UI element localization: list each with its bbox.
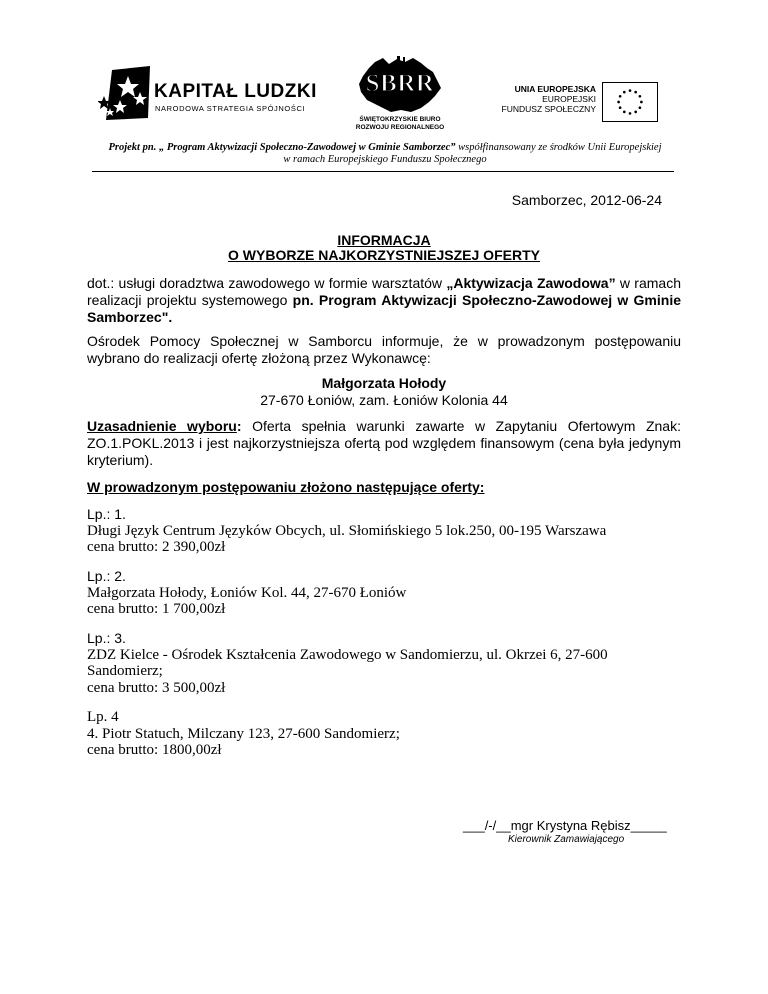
- offer-bidder: ZDZ Kielce - Ośrodek Kształcenia Zawodowego w Sandomierzu, ul. Okrzei 6, 27-600: [87, 646, 608, 663]
- star-cluster-icon: [98, 62, 154, 122]
- sbrr-logo: [350, 56, 450, 134]
- offer-item: [87, 568, 687, 618]
- project-line-1: [90, 142, 680, 154]
- signature-line: ___/-/__mgr Krystyna Rębisz_____: [463, 818, 667, 833]
- project-cofinance: współfinansowany ze środków Unii Europejskiej: [455, 142, 662, 153]
- eu-text: [502, 84, 596, 114]
- project-header: [90, 142, 680, 166]
- eu-line-1: UNIA EUROPEJSKA: [514, 84, 596, 94]
- kapital-ludzki-subtitle: NARODOWA STRATEGIA SPÓJNOŚCI: [155, 104, 306, 113]
- document-date: Samborzec, 2012-06-24: [511, 192, 662, 208]
- offer-item: [87, 506, 687, 556]
- offer-item: [87, 630, 687, 696]
- offer-bidder: Długi Język Centrum Języków Obcych, ul. Słomińskiego 5 lok.250, 00-195 Warszawa: [87, 522, 607, 539]
- offer-item: [87, 709, 687, 759]
- eu-line-3: FUNDUSZ SPOŁECZNY: [501, 104, 596, 114]
- subject-paragraph: [87, 275, 681, 326]
- kapital-ludzki-logo: [98, 62, 317, 122]
- offer-number: Lp.: 3.: [87, 630, 126, 646]
- eu-flag-icon: [602, 82, 658, 122]
- kapital-ludzki-title: KAPITAŁ LUDZKI: [154, 81, 317, 102]
- offer-price: cena brutto: 2 390,00zł: [87, 539, 226, 555]
- sbrr-caption-2: ROZWOJU REGIONALNEGO: [355, 124, 445, 131]
- offer-bidder: 4. Piotr Statuch, Milczany 123, 27-600 Sandomierz;: [87, 725, 400, 742]
- offer-number: Lp.: 2.: [87, 568, 126, 584]
- offer-number: Lp. 4: [87, 709, 119, 725]
- program-name: pn. Program Aktywizacji Społeczno-Zawodowej w Gminie Samborzec".: [87, 292, 681, 325]
- justification-label: Uzasadnienie wyboru: [87, 418, 237, 434]
- eu-line-2: EUROPEJSKI: [542, 94, 596, 104]
- workshop-name: „Aktywizacja Zawodowa”: [446, 275, 616, 291]
- justification-paragraph: [87, 418, 681, 469]
- offer-price: cena brutto: 3 500,00zł: [87, 679, 226, 696]
- subject-text-c: w ramach realizacji projektu systemowego: [87, 275, 681, 308]
- project-name: Projekt pn. „ Program Aktywizacji Społeczno-Zawodowej w Gminie Samborzec”: [108, 142, 456, 153]
- eu-logo: [488, 82, 658, 124]
- header-divider: [92, 171, 674, 172]
- sbrr-caption-1: ŚWIĘTOKRZYSKIE BIURO: [359, 116, 441, 123]
- winner-address: 27-670 Łoniów, zam. Łoniów Kolonia 44: [260, 392, 508, 408]
- justification-text: Oferta spełnia warunki zawarte w Zapytaniu Ofertowym Znak: ZO.1.POKL.2013 i jest najkorzystniejsza ofertą pod względem finansowym (cena była jedynym kryterium).: [87, 418, 681, 468]
- sbrr-wordmark: SBRR: [365, 70, 435, 97]
- announcement-paragraph: Ośrodek Pomocy Społecznej w Samborcu informuje, że w prowadzonym postępowaniu wybrano do realizacji ofertę złożoną przez Wykonawcę:: [87, 333, 681, 366]
- document-subtitle: O WYBORZE NAJKORZYSTNIEJSZEJ OFERTY: [228, 247, 540, 263]
- offer-number: Lp.: 1.: [87, 506, 126, 522]
- winner-name: Małgorzata Hołody: [321, 375, 447, 391]
- document-title: INFORMACJA: [337, 232, 431, 248]
- offer-price: cena brutto: 1 700,00zł: [87, 601, 226, 617]
- offers-heading: W prowadzonym postępowaniu złożono następujące oferty:: [87, 479, 485, 495]
- subject-text-a: dot.: usługi doradztwa zawodowego w formie warsztatów: [87, 275, 447, 291]
- project-line-2: w ramach Europejskiego Funduszu Społecznego: [283, 154, 487, 165]
- justification-colon: :: [236, 418, 242, 434]
- offer-price: cena brutto: 1800,00zł: [87, 742, 222, 758]
- offer-bidder: Małgorzata Hołody, Łoniów Kol. 44, 27-670 Łoniów: [87, 584, 407, 601]
- offer-bidder-city: Sandomierz;: [87, 663, 163, 679]
- signature-role: Kierownik Zamawiającego: [508, 834, 625, 845]
